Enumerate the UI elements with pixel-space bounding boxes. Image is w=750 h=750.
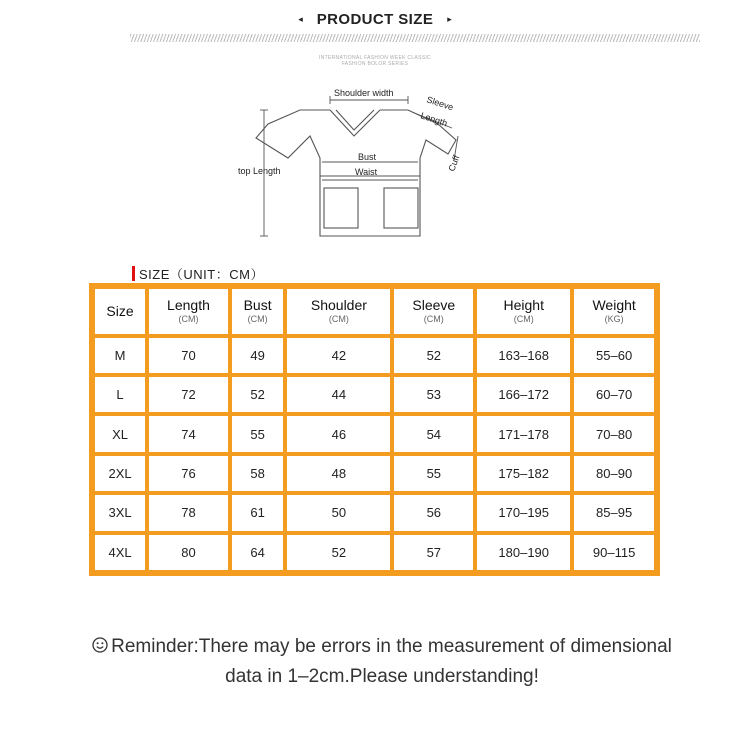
table-row [95,338,654,373]
table-cell: 78 [149,495,228,530]
size-heading-label: SIZE（UNIT：CM） [139,267,264,282]
reminder-note [26,632,738,692]
table-cell: 52 [287,535,390,570]
right-arrow-icon: ▸ [447,13,452,24]
size-table-grid [91,285,658,574]
table-cell: 50 [287,495,390,530]
table-row [95,377,654,412]
label-sleeve: Sleeve [425,94,455,113]
table-cell: 55–60 [574,338,654,373]
size-cell: 3XL [95,495,145,530]
table-cell: 58 [232,456,284,491]
size-cell: 4XL [95,535,145,570]
title-row [0,8,750,30]
table-cell: 70–80 [574,416,654,451]
table-row [95,495,654,530]
table-cell: 48 [287,456,390,491]
subcaption [0,55,750,67]
table-cell: 70 [149,338,228,373]
column-header: Length (CM) [149,289,228,334]
label-bust: Bust [358,152,377,162]
column-header: Weight (KG) [574,289,654,334]
table-cell: 76 [149,456,228,491]
table-cell: 72 [149,377,228,412]
table-row [95,416,654,451]
table-cell: 53 [394,377,473,412]
shirt-neckline [330,110,380,136]
table-header-row [95,289,654,334]
label-length: Length [419,110,449,129]
column-header: Sleeve (CM) [394,289,473,334]
table-cell: 52 [394,338,473,373]
smiley-icon [92,637,108,653]
subcaption-line-2: FASHION BOLOR SERIES [341,61,409,67]
size-cell: M [95,338,145,373]
table-cell: 54 [394,416,473,451]
table-cell: 56 [394,495,473,530]
reminder-line-2: data in 1–2cm.Please understanding! [225,666,539,687]
measurement-diagram [230,88,475,248]
table-cell: 49 [232,338,284,373]
table-cell: 64 [232,535,284,570]
column-header: Shoulder (CM) [287,289,390,334]
table-cell: 60–70 [574,377,654,412]
size-cell: 2XL [95,456,145,491]
table-cell: 52 [232,377,284,412]
label-cuff: Cuff [446,153,462,173]
page-title: PRODUCT SIZE [316,10,434,28]
table-cell: 175–182 [477,456,570,491]
table-cell: 55 [232,416,284,451]
table-cell: 171–178 [477,416,570,451]
left-arrow-icon: ◂ [298,13,303,24]
decorative-rule [130,34,700,42]
table-cell: 46 [287,416,390,451]
column-header: Height (CM) [477,289,570,334]
table-cell: 57 [394,535,473,570]
table-cell: 166–172 [477,377,570,412]
table-row [95,535,654,570]
label-shoulder-width: Shoulder width [334,88,394,98]
left-pocket [324,188,358,228]
column-header: Bust (CM) [232,289,284,334]
table-cell: 180–190 [477,535,570,570]
right-pocket [384,188,418,228]
size-cell: XL [95,416,145,451]
label-top-length: top Length [238,166,281,176]
size-cell: L [95,377,145,412]
table-cell: 55 [394,456,473,491]
table-row [95,456,654,491]
table-cell: 170–195 [477,495,570,530]
size-heading [132,264,264,283]
column-header: Size [95,289,145,334]
reminder-text-1: Reminder:There may be errors in the measurement of dimensional [111,636,672,657]
red-marker [132,266,135,281]
table-cell: 80–90 [574,456,654,491]
reminder-line-1 [26,632,738,662]
table-cell: 61 [232,495,284,530]
table-cell: 85–95 [574,495,654,530]
table-cell: 163–168 [477,338,570,373]
table-cell: 44 [287,377,390,412]
table-cell: 74 [149,416,228,451]
subcaption-line-1: INTERNATIONAL FASHION WEEK CLASSIC [319,55,431,61]
label-waist: Waist [355,167,378,177]
table-cell: 42 [287,338,390,373]
size-table [89,283,660,576]
table-cell: 90–115 [574,535,654,570]
table-cell: 80 [149,535,228,570]
